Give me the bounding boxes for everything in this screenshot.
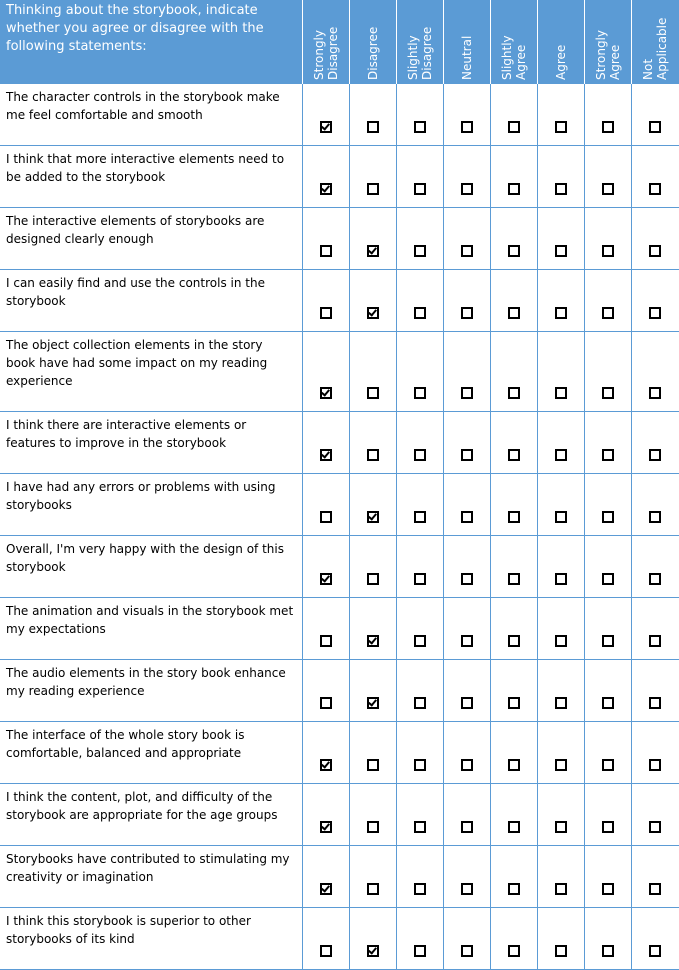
rating-cell — [537, 332, 584, 412]
rating-cell — [584, 722, 631, 784]
statement-text: The object collection elements in the story book have had some impact on my reading experience — [0, 332, 302, 412]
rating-cell — [396, 598, 443, 660]
rating-cell — [537, 146, 584, 208]
checkbox[interactable] — [508, 121, 520, 133]
table-row — [0, 412, 679, 474]
rating-cell — [302, 660, 349, 722]
checkbox[interactable] — [414, 573, 426, 585]
rating-cell — [631, 846, 679, 908]
survey-rows — [0, 84, 679, 970]
checkbox[interactable] — [649, 759, 661, 771]
checkbox[interactable] — [508, 307, 520, 319]
checkbox[interactable] — [367, 883, 379, 895]
col-agree — [537, 0, 584, 84]
col-label: Strongly Disagree — [311, 26, 340, 80]
col-strongly-agree — [584, 0, 631, 84]
rating-cell — [537, 208, 584, 270]
table-row — [0, 846, 679, 908]
checkbox[interactable] — [555, 307, 567, 319]
checkbox[interactable] — [461, 511, 473, 523]
checkbox[interactable] — [414, 121, 426, 133]
checked-checkbox[interactable] — [320, 183, 332, 195]
checkbox[interactable] — [649, 573, 661, 585]
rating-cell — [302, 146, 349, 208]
rating-cell — [443, 146, 490, 208]
checked-checkbox[interactable] — [320, 573, 332, 585]
rating-cell — [443, 474, 490, 536]
rating-cell — [537, 84, 584, 146]
table-row — [0, 660, 679, 722]
checkbox[interactable] — [508, 759, 520, 771]
rating-cell — [349, 412, 396, 474]
rating-cell — [631, 208, 679, 270]
statement-text: The interface of the whole story book is comfortable, balanced and appropriate — [0, 722, 302, 784]
rating-cell — [443, 908, 490, 970]
rating-cell — [396, 474, 443, 536]
checked-checkbox[interactable] — [320, 759, 332, 771]
rating-cell — [443, 784, 490, 846]
checkbox[interactable] — [414, 821, 426, 833]
checkbox[interactable] — [461, 245, 473, 257]
checkbox[interactable] — [649, 183, 661, 195]
checked-checkbox[interactable] — [320, 821, 332, 833]
rating-cell — [443, 270, 490, 332]
checkbox[interactable] — [461, 307, 473, 319]
checkbox[interactable] — [461, 573, 473, 585]
rating-cell — [302, 598, 349, 660]
rating-cell — [396, 536, 443, 598]
rating-cell — [302, 208, 349, 270]
rating-cell — [631, 84, 679, 146]
checkbox[interactable] — [602, 945, 614, 957]
checkbox[interactable] — [649, 307, 661, 319]
checkbox[interactable] — [555, 759, 567, 771]
rating-cell — [443, 332, 490, 412]
rating-cell — [490, 536, 537, 598]
rating-cell — [443, 84, 490, 146]
rating-cell — [396, 412, 443, 474]
checkbox[interactable] — [414, 183, 426, 195]
rating-cell — [349, 84, 396, 146]
checkbox[interactable] — [508, 821, 520, 833]
checkbox[interactable] — [461, 883, 473, 895]
checkbox[interactable] — [508, 573, 520, 585]
rating-cell — [490, 660, 537, 722]
col-label: Strongly Agree — [593, 30, 622, 80]
checkbox[interactable] — [367, 821, 379, 833]
rating-cell — [349, 722, 396, 784]
checkbox[interactable] — [461, 449, 473, 461]
rating-cell — [396, 784, 443, 846]
rating-cell — [396, 270, 443, 332]
rating-cell — [443, 660, 490, 722]
rating-cell — [302, 332, 349, 412]
rating-cell — [302, 84, 349, 146]
rating-cell — [490, 908, 537, 970]
rating-cell — [302, 536, 349, 598]
rating-cell — [396, 84, 443, 146]
rating-cell — [302, 784, 349, 846]
checkbox[interactable] — [555, 573, 567, 585]
checkbox[interactable] — [414, 307, 426, 319]
checkbox[interactable] — [320, 245, 332, 257]
checkbox[interactable] — [555, 697, 567, 709]
checkbox[interactable] — [555, 449, 567, 461]
rating-cell — [631, 784, 679, 846]
col-strongly-disagree — [302, 0, 349, 84]
checkbox[interactable] — [414, 449, 426, 461]
checkbox[interactable] — [320, 307, 332, 319]
checkbox[interactable] — [649, 245, 661, 257]
checkbox[interactable] — [649, 945, 661, 957]
rating-cell — [490, 332, 537, 412]
rating-cell — [537, 908, 584, 970]
checkbox[interactable] — [508, 387, 520, 399]
table-row — [0, 146, 679, 208]
checkbox[interactable] — [461, 945, 473, 957]
rating-cell — [349, 332, 396, 412]
rating-cell — [584, 598, 631, 660]
checked-checkbox[interactable] — [367, 511, 379, 523]
statement-text: I think there are interactive elements or features to improve in the storybook — [0, 412, 302, 474]
rating-cell — [584, 474, 631, 536]
rating-cell — [537, 722, 584, 784]
checkbox[interactable] — [602, 821, 614, 833]
checkbox[interactable] — [367, 573, 379, 585]
checkbox[interactable] — [367, 387, 379, 399]
checkbox[interactable] — [461, 121, 473, 133]
rating-cell — [584, 908, 631, 970]
table-row — [0, 722, 679, 784]
rating-cell — [490, 474, 537, 536]
col-label: Agree — [553, 44, 568, 80]
statement-text: I can easily find and use the controls in the storybook — [0, 270, 302, 332]
table-row — [0, 784, 679, 846]
rating-cell — [490, 412, 537, 474]
rating-cell — [631, 332, 679, 412]
rating-cell — [537, 846, 584, 908]
rating-cell — [302, 846, 349, 908]
checkbox[interactable] — [461, 759, 473, 771]
table-row — [0, 208, 679, 270]
checkbox[interactable] — [649, 387, 661, 399]
checkbox[interactable] — [602, 121, 614, 133]
checkbox[interactable] — [414, 511, 426, 523]
checkbox[interactable] — [602, 883, 614, 895]
rating-cell — [584, 270, 631, 332]
col-slightly-disagree — [396, 0, 443, 84]
checkbox[interactable] — [649, 449, 661, 461]
rating-cell — [537, 270, 584, 332]
checkbox[interactable] — [367, 121, 379, 133]
checkbox[interactable] — [555, 821, 567, 833]
checkbox[interactable] — [508, 245, 520, 257]
checked-checkbox[interactable] — [320, 883, 332, 895]
checkbox[interactable] — [320, 635, 332, 647]
checkbox[interactable] — [508, 697, 520, 709]
checkbox[interactable] — [461, 635, 473, 647]
rating-cell — [631, 660, 679, 722]
checkbox[interactable] — [367, 449, 379, 461]
checkbox[interactable] — [508, 449, 520, 461]
checked-checkbox[interactable] — [320, 449, 332, 461]
rating-cell — [349, 784, 396, 846]
rating-cell — [349, 598, 396, 660]
rating-cell — [349, 270, 396, 332]
header-row — [0, 0, 679, 84]
statement-text: I think that more interactive elements need to be added to the storybook — [0, 146, 302, 208]
rating-cell — [349, 146, 396, 208]
rating-cell — [584, 536, 631, 598]
rating-cell — [490, 270, 537, 332]
rating-cell — [349, 474, 396, 536]
rating-cell — [443, 412, 490, 474]
rating-cell — [584, 332, 631, 412]
checkbox[interactable] — [555, 387, 567, 399]
checkbox[interactable] — [602, 183, 614, 195]
rating-cell — [490, 784, 537, 846]
table-row — [0, 84, 679, 146]
checkbox[interactable] — [602, 245, 614, 257]
rating-cell — [443, 208, 490, 270]
col-label: Neutral — [459, 35, 474, 80]
table-row — [0, 332, 679, 412]
rating-cell — [490, 84, 537, 146]
statement-text: I think this storybook is superior to other storybooks of its kind — [0, 908, 302, 970]
checkbox[interactable] — [508, 635, 520, 647]
checkbox[interactable] — [555, 121, 567, 133]
rating-cell — [396, 208, 443, 270]
checked-checkbox[interactable] — [320, 121, 332, 133]
rating-cell — [490, 846, 537, 908]
checkbox[interactable] — [414, 387, 426, 399]
rating-cell — [537, 784, 584, 846]
checkbox[interactable] — [461, 183, 473, 195]
rating-cell — [537, 474, 584, 536]
rating-cell — [443, 846, 490, 908]
statement-text: The animation and visuals in the storybook met my expectations — [0, 598, 302, 660]
rating-cell — [302, 412, 349, 474]
rating-cell — [490, 208, 537, 270]
statement-text: Storybooks have contributed to stimulating my creativity or imagination — [0, 846, 302, 908]
col-label: Slightly Agree — [499, 35, 528, 80]
rating-cell — [631, 270, 679, 332]
table-row — [0, 474, 679, 536]
checkbox[interactable] — [508, 945, 520, 957]
rating-cell — [396, 660, 443, 722]
checked-checkbox[interactable] — [367, 635, 379, 647]
checkbox[interactable] — [555, 511, 567, 523]
statement-text: Overall, I'm very happy with the design of this storybook — [0, 536, 302, 598]
rating-cell — [443, 536, 490, 598]
statement-text: I think the content, plot, and difficulty of the storybook are appropriate for the age groups — [0, 784, 302, 846]
checkbox[interactable] — [320, 511, 332, 523]
survey-prompt: Thinking about the storybook, indicate whether you agree or disagree with the following statements: — [0, 0, 302, 84]
checkbox[interactable] — [461, 697, 473, 709]
checkbox[interactable] — [649, 883, 661, 895]
rating-cell — [443, 598, 490, 660]
table-row — [0, 908, 679, 970]
rating-cell — [349, 660, 396, 722]
rating-cell — [349, 846, 396, 908]
checkbox[interactable] — [602, 449, 614, 461]
statement-text: The character controls in the storybook make me feel comfortable and smooth — [0, 84, 302, 146]
checkbox[interactable] — [602, 307, 614, 319]
rating-cell — [631, 722, 679, 784]
checkbox[interactable] — [555, 945, 567, 957]
table-row — [0, 270, 679, 332]
rating-cell — [631, 412, 679, 474]
checkbox[interactable] — [320, 697, 332, 709]
checkbox[interactable] — [602, 697, 614, 709]
checkbox[interactable] — [320, 945, 332, 957]
col-label: Disagree — [365, 26, 380, 80]
checkbox[interactable] — [508, 883, 520, 895]
checkbox[interactable] — [602, 511, 614, 523]
rating-cell — [631, 146, 679, 208]
rating-cell — [537, 660, 584, 722]
rating-cell — [490, 598, 537, 660]
checkbox[interactable] — [602, 635, 614, 647]
checkbox[interactable] — [367, 183, 379, 195]
rating-cell — [396, 146, 443, 208]
checkbox[interactable] — [414, 759, 426, 771]
table-row — [0, 536, 679, 598]
checkbox[interactable] — [649, 697, 661, 709]
checkbox[interactable] — [414, 635, 426, 647]
checkbox[interactable] — [649, 821, 661, 833]
rating-cell — [490, 722, 537, 784]
checkbox[interactable] — [508, 183, 520, 195]
rating-cell — [631, 908, 679, 970]
statement-text: I have had any errors or problems with using storybooks — [0, 474, 302, 536]
rating-cell — [490, 146, 537, 208]
checkbox[interactable] — [367, 759, 379, 771]
rating-cell — [537, 412, 584, 474]
rating-cell — [584, 846, 631, 908]
checkbox[interactable] — [649, 635, 661, 647]
col-not-applicable — [631, 0, 679, 84]
checkbox[interactable] — [602, 759, 614, 771]
checkbox[interactable] — [414, 245, 426, 257]
checkbox[interactable] — [555, 245, 567, 257]
rating-cell — [302, 474, 349, 536]
rating-cell — [349, 536, 396, 598]
checkbox[interactable] — [461, 387, 473, 399]
col-label: Not Applicable — [641, 17, 670, 80]
rating-cell — [631, 474, 679, 536]
rating-cell — [537, 536, 584, 598]
rating-cell — [349, 208, 396, 270]
col-disagree — [349, 0, 396, 84]
checkbox[interactable] — [555, 635, 567, 647]
rating-cell — [584, 412, 631, 474]
rating-cell — [584, 660, 631, 722]
rating-cell — [631, 536, 679, 598]
col-slightly-agree — [490, 0, 537, 84]
rating-cell — [584, 84, 631, 146]
rating-cell — [584, 146, 631, 208]
checkbox[interactable] — [461, 821, 473, 833]
rating-cell — [537, 598, 584, 660]
rating-cell — [396, 846, 443, 908]
checked-checkbox[interactable] — [367, 945, 379, 957]
checkbox[interactable] — [555, 183, 567, 195]
rating-cell — [302, 270, 349, 332]
statement-text: The audio elements in the story book enhance my reading experience — [0, 660, 302, 722]
checkbox[interactable] — [508, 511, 520, 523]
rating-cell — [631, 598, 679, 660]
rating-cell — [584, 784, 631, 846]
rating-cell — [302, 908, 349, 970]
col-neutral — [443, 0, 490, 84]
statement-text: The interactive elements of storybooks are designed clearly enough — [0, 208, 302, 270]
col-label: Slightly Disagree — [405, 26, 434, 80]
checkbox[interactable] — [555, 883, 567, 895]
checkbox[interactable] — [414, 945, 426, 957]
checked-checkbox[interactable] — [367, 697, 379, 709]
checkbox[interactable] — [649, 511, 661, 523]
checkbox[interactable] — [602, 573, 614, 585]
table-row — [0, 598, 679, 660]
rating-cell — [349, 908, 396, 970]
checkbox[interactable] — [414, 697, 426, 709]
rating-cell — [396, 908, 443, 970]
checked-checkbox[interactable] — [367, 245, 379, 257]
checked-checkbox[interactable] — [367, 307, 379, 319]
checkbox[interactable] — [649, 121, 661, 133]
rating-cell — [584, 208, 631, 270]
checked-checkbox[interactable] — [320, 387, 332, 399]
checkbox[interactable] — [414, 883, 426, 895]
rating-cell — [302, 722, 349, 784]
checkbox[interactable] — [602, 387, 614, 399]
rating-cell — [443, 722, 490, 784]
rating-cell — [396, 722, 443, 784]
rating-cell — [396, 332, 443, 412]
